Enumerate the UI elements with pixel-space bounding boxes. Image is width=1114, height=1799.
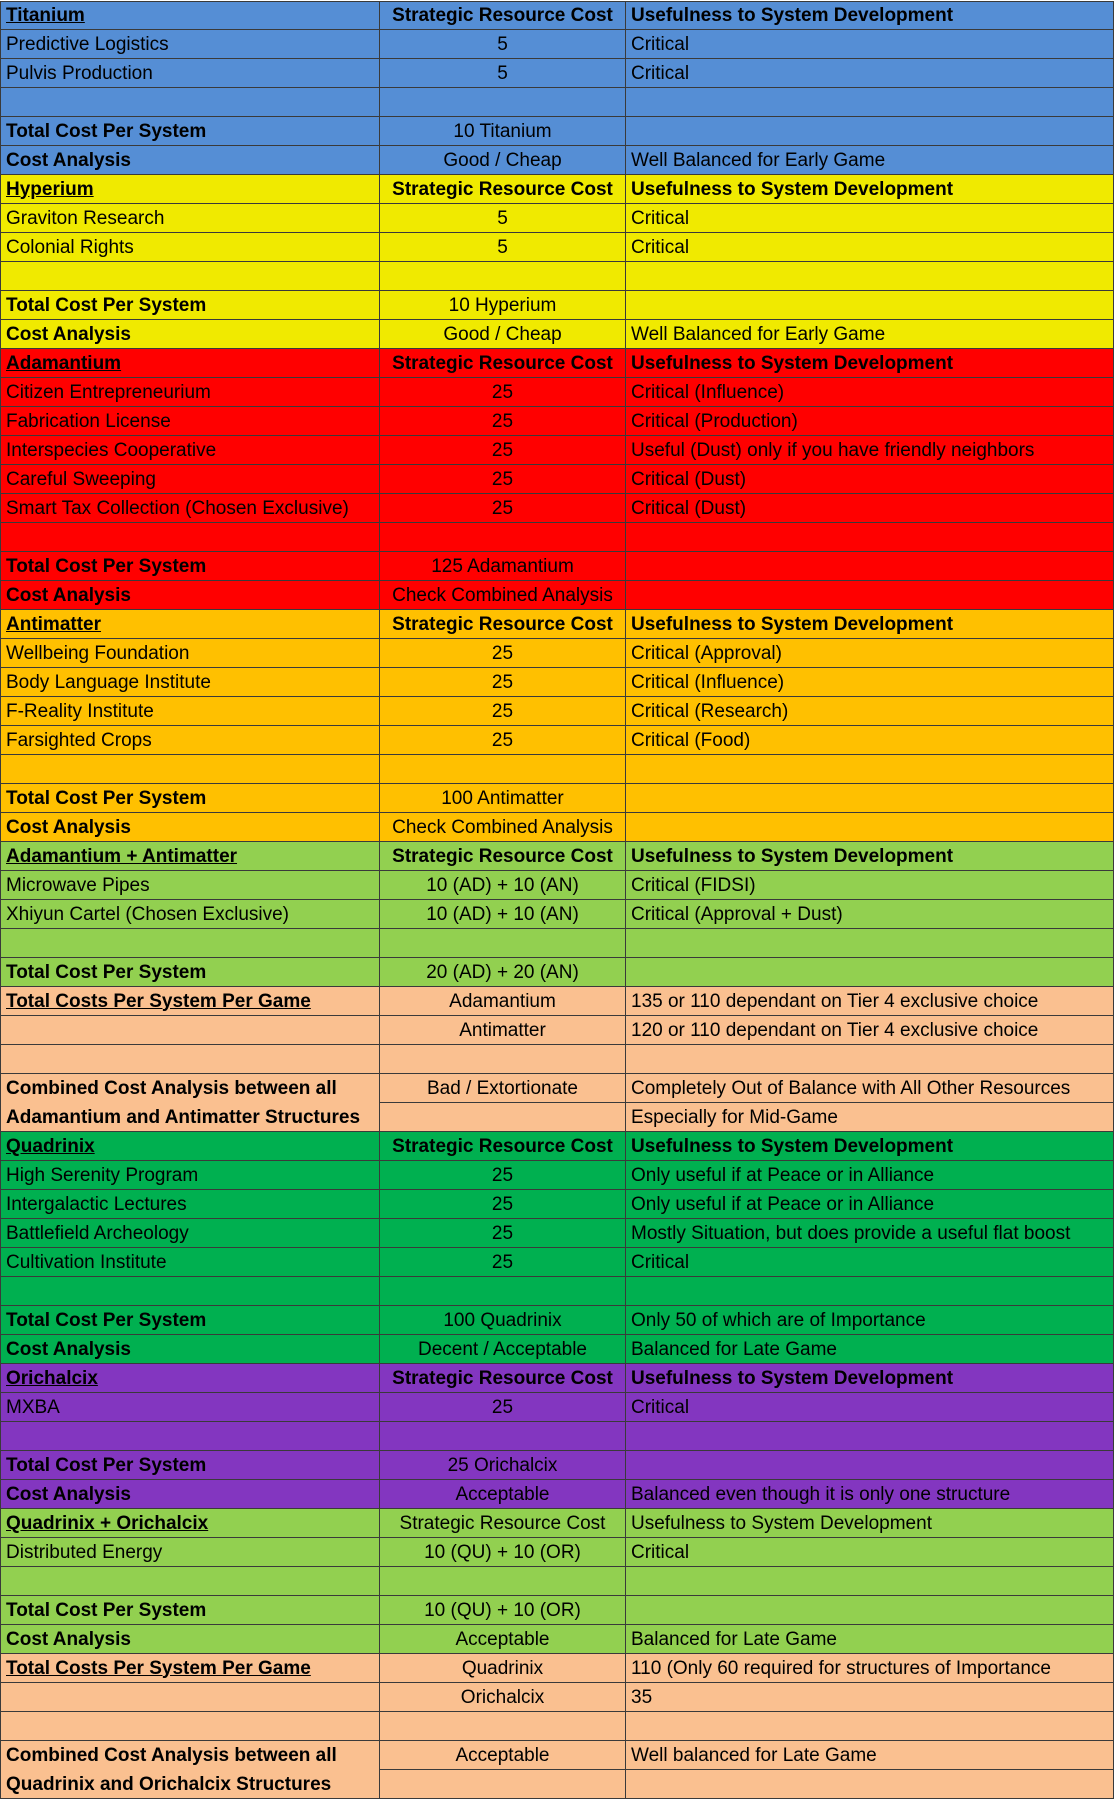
- usefulness-cell: 110 (Only 60 required for structures of Importance: [626, 1654, 1114, 1683]
- cost-cell: Acceptable: [380, 1480, 626, 1509]
- cost-cell: Strategic Resource Cost: [380, 1132, 626, 1161]
- usefulness-cell: [626, 1712, 1114, 1741]
- cost-cell: 25: [380, 1393, 626, 1422]
- cost-cell: Good / Cheap: [380, 146, 626, 175]
- usefulness-cell: [626, 1567, 1114, 1596]
- cost-cell: [380, 1770, 626, 1799]
- resource-cell: Cost Analysis: [0, 1335, 380, 1364]
- cost-cell: [380, 88, 626, 117]
- resource-cell: Adamantium and Antimatter Structures: [0, 1103, 380, 1132]
- resource-cell: Total Cost Per System: [0, 552, 380, 581]
- cost-cell: Antimatter: [380, 1016, 626, 1045]
- resource-cell: Cost Analysis: [0, 320, 380, 349]
- usefulness-cell: Only useful if at Peace or in Alliance: [626, 1161, 1114, 1190]
- usefulness-cell: [626, 117, 1114, 146]
- cost-cell: 25: [380, 494, 626, 523]
- usefulness-cell: Critical (Dust): [626, 494, 1114, 523]
- cost-cell: [380, 523, 626, 552]
- usefulness-cell: [626, 1596, 1114, 1625]
- usefulness-cell: 120 or 110 dependant on Tier 4 exclusive choice: [626, 1016, 1114, 1045]
- resource-cell: [0, 1045, 380, 1074]
- cost-cell: 25: [380, 1248, 626, 1277]
- resource-cell: Cultivation Institute: [0, 1248, 380, 1277]
- resource-cell: [0, 1683, 380, 1712]
- usefulness-cell: Usefulness to System Development: [626, 1509, 1114, 1538]
- usefulness-cell: Critical (Influence): [626, 378, 1114, 407]
- cost-cell: 10 (AD) + 10 (AN): [380, 871, 626, 900]
- cost-cell: Acceptable: [380, 1625, 626, 1654]
- cost-cell: [380, 1277, 626, 1306]
- usefulness-cell: Usefulness to System Development: [626, 175, 1114, 204]
- usefulness-cell: Critical (Research): [626, 697, 1114, 726]
- cost-cell: 100 Quadrinix: [380, 1306, 626, 1335]
- resource-cell: Microwave Pipes: [0, 871, 380, 900]
- usefulness-cell: [626, 262, 1114, 291]
- usefulness-cell: Usefulness to System Development: [626, 842, 1114, 871]
- usefulness-cell: [626, 88, 1114, 117]
- cost-cell: 25: [380, 1219, 626, 1248]
- cost-cell: Adamantium: [380, 987, 626, 1016]
- cost-cell: 5: [380, 59, 626, 88]
- cost-cell: 25: [380, 1190, 626, 1219]
- usefulness-cell: Usefulness to System Development: [626, 1364, 1114, 1393]
- usefulness-cell: Completely Out of Balance with All Other Resources: [626, 1074, 1114, 1103]
- cost-cell: Orichalcix: [380, 1683, 626, 1712]
- cost-cell: 25: [380, 1161, 626, 1190]
- usefulness-cell: Usefulness to System Development: [626, 349, 1114, 378]
- cost-cell: Strategic Resource Cost: [380, 1509, 626, 1538]
- resource-cell: Cost Analysis: [0, 1480, 380, 1509]
- usefulness-cell: [626, 755, 1114, 784]
- resource-cell: Distributed Energy: [0, 1538, 380, 1567]
- usefulness-cell: Usefulness to System Development: [626, 610, 1114, 639]
- usefulness-cell: Critical: [626, 204, 1114, 233]
- cost-cell: Strategic Resource Cost: [380, 1, 626, 30]
- resource-cell: Total Cost Per System: [0, 1596, 380, 1625]
- resource-cell: Adamantium: [0, 349, 380, 378]
- usefulness-cell: [626, 929, 1114, 958]
- cost-cell: 25 Orichalcix: [380, 1451, 626, 1480]
- resource-cell: F-Reality Institute: [0, 697, 380, 726]
- usefulness-cell: Critical: [626, 1248, 1114, 1277]
- cost-cell: Decent / Acceptable: [380, 1335, 626, 1364]
- cost-cell: 25: [380, 639, 626, 668]
- cost-cell: [380, 1567, 626, 1596]
- resource-cell: MXBA: [0, 1393, 380, 1422]
- cost-cell: 25: [380, 407, 626, 436]
- usefulness-cell: Critical (Food): [626, 726, 1114, 755]
- resource-cell: Cost Analysis: [0, 146, 380, 175]
- cost-cell: [380, 1422, 626, 1451]
- cost-cell: Check Combined Analysis: [380, 581, 626, 610]
- cost-cell: 10 Hyperium: [380, 291, 626, 320]
- resource-cell: Intergalactic Lectures: [0, 1190, 380, 1219]
- resource-cell: Quadrinix and Orichalcix Structures: [0, 1770, 380, 1799]
- cost-cell: Check Combined Analysis: [380, 813, 626, 842]
- usefulness-cell: [626, 581, 1114, 610]
- usefulness-cell: [626, 552, 1114, 581]
- usefulness-cell: Especially for Mid-Game: [626, 1103, 1114, 1132]
- cost-cell: Quadrinix: [380, 1654, 626, 1683]
- usefulness-cell: Critical: [626, 1538, 1114, 1567]
- resource-cell: Wellbeing Foundation: [0, 639, 380, 668]
- resource-cell: High Serenity Program: [0, 1161, 380, 1190]
- usefulness-cell: [626, 1451, 1114, 1480]
- resource-cell: Titanium: [0, 1, 380, 30]
- usefulness-cell: Well Balanced for Early Game: [626, 146, 1114, 175]
- resource-cell: Orichalcix: [0, 1364, 380, 1393]
- resource-cell: Total Costs Per System Per Game: [0, 987, 380, 1016]
- cost-cell: [380, 262, 626, 291]
- cost-cell: 25: [380, 436, 626, 465]
- usefulness-cell: Critical: [626, 233, 1114, 262]
- cost-cell: 25: [380, 378, 626, 407]
- resource-cell: Hyperium: [0, 175, 380, 204]
- resource-cell: Antimatter: [0, 610, 380, 639]
- resource-cell: Citizen Entrepreneurium: [0, 378, 380, 407]
- cost-cell: [380, 929, 626, 958]
- resource-cell: Total Costs Per System Per Game: [0, 1654, 380, 1683]
- resource-cell: [0, 88, 380, 117]
- resource-cell: Smart Tax Collection (Chosen Exclusive): [0, 494, 380, 523]
- resource-cell: Predictive Logistics: [0, 30, 380, 59]
- usefulness-cell: [626, 523, 1114, 552]
- usefulness-cell: Mostly Situation, but does provide a useful flat boost: [626, 1219, 1114, 1248]
- cost-cell: 25: [380, 726, 626, 755]
- cost-cell: 10 (QU) + 10 (OR): [380, 1538, 626, 1567]
- cost-cell: [380, 1712, 626, 1741]
- cost-cell: 10 (AD) + 10 (AN): [380, 900, 626, 929]
- cost-cell: Strategic Resource Cost: [380, 842, 626, 871]
- resource-cell: Xhiyun Cartel (Chosen Exclusive): [0, 900, 380, 929]
- resource-cell: Total Cost Per System: [0, 1306, 380, 1335]
- resource-cell: Cost Analysis: [0, 813, 380, 842]
- resource-cell: Farsighted Crops: [0, 726, 380, 755]
- resource-cell: Body Language Institute: [0, 668, 380, 697]
- cost-cell: 125 Adamantium: [380, 552, 626, 581]
- resource-cell: Total Cost Per System: [0, 1451, 380, 1480]
- cost-cell: [380, 1103, 626, 1132]
- resource-cell: Pulvis Production: [0, 59, 380, 88]
- cost-cell: [380, 755, 626, 784]
- resource-cell: Total Cost Per System: [0, 291, 380, 320]
- resource-cell: [0, 755, 380, 784]
- usefulness-cell: Only 50 of which are of Importance: [626, 1306, 1114, 1335]
- cost-cell: Strategic Resource Cost: [380, 175, 626, 204]
- cost-cell: Good / Cheap: [380, 320, 626, 349]
- usefulness-cell: Useful (Dust) only if you have friendly neighbors: [626, 436, 1114, 465]
- resource-cell: [0, 1422, 380, 1451]
- cost-cell: Strategic Resource Cost: [380, 1364, 626, 1393]
- cost-cell: Bad / Extortionate: [380, 1074, 626, 1103]
- usefulness-cell: Critical (FIDSI): [626, 871, 1114, 900]
- usefulness-cell: Critical (Approval): [626, 639, 1114, 668]
- cost-cell: Acceptable: [380, 1741, 626, 1770]
- usefulness-cell: Well Balanced for Early Game: [626, 320, 1114, 349]
- cost-cell: 100 Antimatter: [380, 784, 626, 813]
- usefulness-cell: [626, 1045, 1114, 1074]
- usefulness-cell: Well balanced for Late Game: [626, 1741, 1114, 1770]
- resource-cell: [0, 1016, 380, 1045]
- resource-cell: [0, 1712, 380, 1741]
- usefulness-cell: 35: [626, 1683, 1114, 1712]
- usefulness-cell: 135 or 110 dependant on Tier 4 exclusive choice: [626, 987, 1114, 1016]
- resource-cell: Cost Analysis: [0, 1625, 380, 1654]
- cost-cell: 25: [380, 465, 626, 494]
- resource-cell: Careful Sweeping: [0, 465, 380, 494]
- resource-cell: Graviton Research: [0, 204, 380, 233]
- resource-cell: Quadrinix + Orichalcix: [0, 1509, 380, 1538]
- usefulness-cell: [626, 958, 1114, 987]
- cost-cell: 5: [380, 204, 626, 233]
- cost-cell: Strategic Resource Cost: [380, 349, 626, 378]
- cost-cell: 25: [380, 668, 626, 697]
- usefulness-cell: Critical: [626, 59, 1114, 88]
- resource-cell: [0, 262, 380, 291]
- cost-cell: Strategic Resource Cost: [380, 610, 626, 639]
- usefulness-cell: Only useful if at Peace or in Alliance: [626, 1190, 1114, 1219]
- resource-cell: [0, 1277, 380, 1306]
- usefulness-cell: Balanced for Late Game: [626, 1335, 1114, 1364]
- usefulness-cell: Critical (Influence): [626, 668, 1114, 697]
- resource-cell: Combined Cost Analysis between all: [0, 1074, 380, 1103]
- resource-cell: Interspecies Cooperative: [0, 436, 380, 465]
- resource-cell: Battlefield Archeology: [0, 1219, 380, 1248]
- resource-cell: Total Cost Per System: [0, 958, 380, 987]
- usefulness-cell: [626, 1277, 1114, 1306]
- resource-cell: Cost Analysis: [0, 581, 380, 610]
- usefulness-cell: [626, 1422, 1114, 1451]
- resource-cell: Quadrinix: [0, 1132, 380, 1161]
- usefulness-cell: Critical (Dust): [626, 465, 1114, 494]
- usefulness-cell: [626, 291, 1114, 320]
- usefulness-cell: Balanced for Late Game: [626, 1625, 1114, 1654]
- usefulness-cell: Critical: [626, 1393, 1114, 1422]
- resource-cell: [0, 1567, 380, 1596]
- cost-cell: 10 (QU) + 10 (OR): [380, 1596, 626, 1625]
- cost-cell: 5: [380, 233, 626, 262]
- cost-cell: 10 Titanium: [380, 117, 626, 146]
- resource-cell: Combined Cost Analysis between all: [0, 1741, 380, 1770]
- usefulness-cell: Critical (Production): [626, 407, 1114, 436]
- usefulness-cell: Critical: [626, 30, 1114, 59]
- cost-cell: 20 (AD) + 20 (AN): [380, 958, 626, 987]
- resource-cell: Total Cost Per System: [0, 784, 380, 813]
- usefulness-cell: Usefulness to System Development: [626, 1132, 1114, 1161]
- usefulness-cell: [626, 784, 1114, 813]
- usefulness-cell: Balanced even though it is only one structure: [626, 1480, 1114, 1509]
- resource-cell: Fabrication License: [0, 407, 380, 436]
- cost-cell: [380, 1045, 626, 1074]
- cost-cell: 5: [380, 30, 626, 59]
- resource-cell: Adamantium + Antimatter: [0, 842, 380, 871]
- resource-cell: [0, 523, 380, 552]
- usefulness-cell: [626, 813, 1114, 842]
- usefulness-cell: Usefulness to System Development: [626, 1, 1114, 30]
- resource-cell: Colonial Rights: [0, 233, 380, 262]
- usefulness-cell: Critical (Approval + Dust): [626, 900, 1114, 929]
- resource-cell: [0, 929, 380, 958]
- cost-cell: 25: [380, 697, 626, 726]
- usefulness-cell: [626, 1770, 1114, 1799]
- resource-cell: Total Cost Per System: [0, 117, 380, 146]
